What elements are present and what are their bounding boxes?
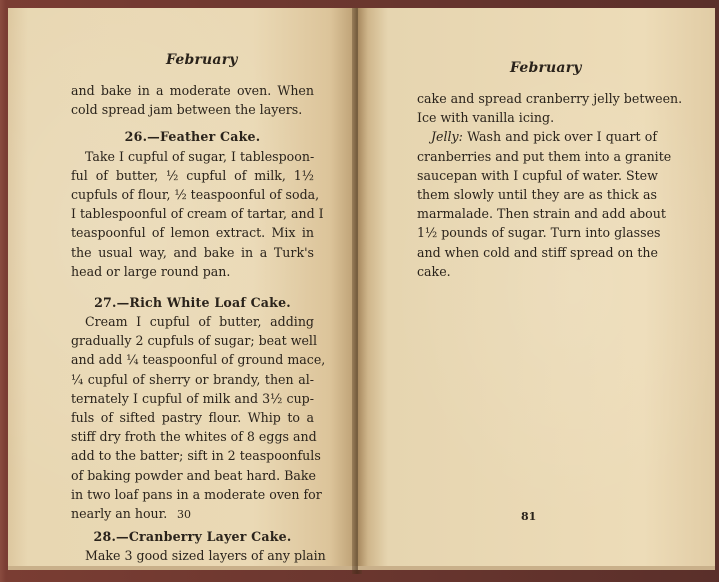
text-line: the usual way, and bake in a Turk's [71, 244, 314, 260]
recipe-heading-cranberry-layer-cake: 28.—Cranberry Layer Cake. [93, 529, 292, 545]
right-page [358, 8, 715, 570]
text-line: Ice with vanilla icing. [417, 110, 555, 126]
text-line: Cream I cupful of butter, adding [85, 314, 314, 330]
text-line: fuls of sifted pastry flour. Whip to a [71, 410, 314, 425]
page-number-left: 30 [177, 508, 191, 521]
text-line: marmalade. Then strain and add about [417, 206, 666, 222]
right-page-text [417, 89, 683, 281]
text-line: saucepan with I cupful of water. Stew [417, 167, 658, 183]
text-line: gradually 2 cupfuls of sugar; beat well [71, 333, 317, 349]
text-line: cake and spread cranberry jelly between. [417, 91, 683, 106]
text-line: of baking powder and beat hard. Bake [71, 467, 316, 483]
running-header-left: February [166, 52, 238, 68]
jelly-first-line [417, 127, 657, 146]
text-line: cold spread jam between the layers. [71, 102, 303, 118]
text-line: stiff dry froth the whites of 8 eggs and [71, 429, 317, 445]
left-page-text [71, 81, 326, 566]
text-line: in two loaf pans in a moderate oven for [71, 486, 322, 502]
text-line: Make 3 good sized layers of any plain [85, 548, 326, 564]
text-line: teaspoonful of lemon extract. Mix in [71, 225, 314, 241]
recipe-heading-feather-cake: 26.—Feather Cake. [124, 129, 261, 145]
text-line: 1½ pounds of sugar. Turn into glasses [417, 225, 661, 241]
text-line: and bake in a moderate oven. When [71, 83, 314, 98]
text-line: cake. [417, 263, 451, 279]
text-line: add to the batter; sift in 2 teaspoonfuls [71, 448, 321, 464]
jelly-label: Jelly: [431, 129, 463, 145]
recipe-heading-rich-white-loaf-cake: 27.—Rich White Loaf Cake. [94, 294, 291, 310]
text-line: ¼ cupful of sherry or brandy, then al- [71, 371, 314, 387]
text-line: ternately I cupful of milk and 3½ cup- [71, 390, 314, 406]
text-line: ful of butter, ½ cupful of milk, 1½ [71, 167, 314, 183]
text-line: cupfuls of flour, ½ teaspoonful of soda, [71, 186, 320, 202]
running-header-right: February [510, 60, 582, 76]
text-line: nearly an hour. [71, 505, 168, 521]
text-line: Take I cupful of sugar, I tablespoon- [85, 148, 315, 164]
text-line: I tablespoonful of cream of tartar, and I [71, 206, 324, 222]
page-number-right: 81 [521, 510, 537, 523]
text-line: head or large round pan. [71, 263, 231, 279]
text-line: and when cold and stiff spread on the [417, 244, 658, 260]
text-line: and add ¼ teaspoonful of ground mace, [71, 352, 326, 368]
text-segment: Wash and pick over I quart of [462, 129, 657, 145]
left-page [8, 8, 358, 570]
text-line: them slowly until they are as thick as [417, 186, 657, 202]
text-line: cranberries and put them into a granite [417, 148, 672, 164]
